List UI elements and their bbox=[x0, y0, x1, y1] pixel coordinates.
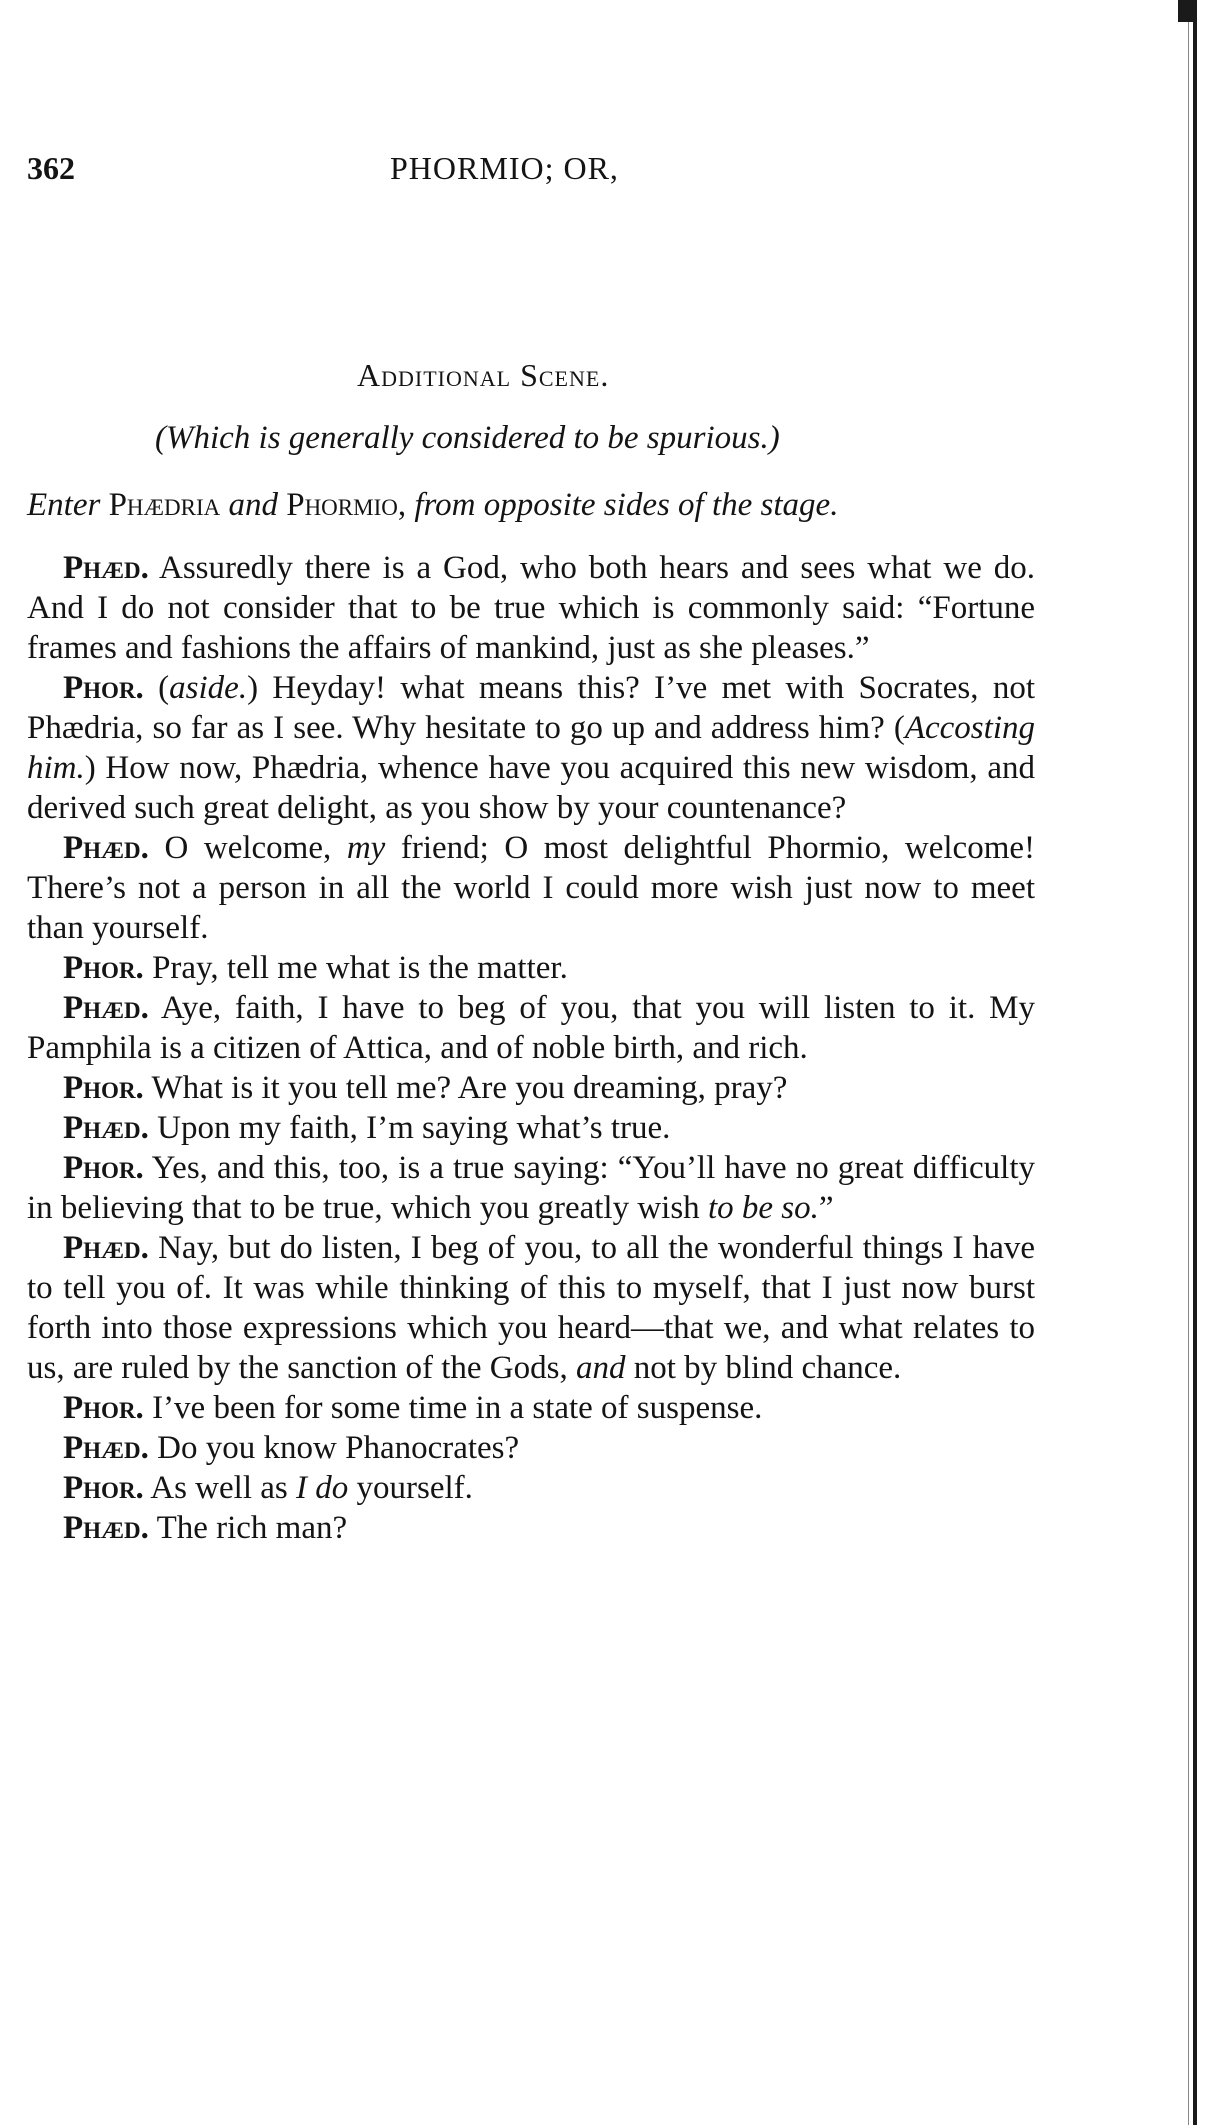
speech-text: O welcome, bbox=[148, 830, 347, 866]
speech-text: Pray, tell me what is the matter. bbox=[143, 950, 568, 986]
speaker-name: Phor. bbox=[63, 950, 144, 986]
binding-edge-line bbox=[1188, 0, 1189, 2125]
speech-3 bbox=[27, 828, 1035, 948]
speech-italic: my bbox=[346, 830, 386, 866]
speech-italic: I do bbox=[295, 1470, 349, 1506]
speaker-name: Phæd. bbox=[63, 1510, 149, 1546]
speech-12 bbox=[27, 1468, 1035, 1508]
speech-text: Assuredly there is a God, who both hears and sees what we do. And I do not consider that to be true which is commonly said: “Fortune frames and fashions the affairs of mankind, just as she pleases.” bbox=[27, 550, 1035, 666]
speaker-name: Phæd. bbox=[63, 1110, 149, 1146]
speech-italic: Accosting him. bbox=[27, 710, 1035, 786]
speech-6 bbox=[27, 1068, 1035, 1108]
stage-character-phaedria: Phædria bbox=[108, 487, 221, 523]
speech-italic: to be so. bbox=[707, 1190, 819, 1226]
stage-sides: from opposite sides of the stage. bbox=[414, 487, 839, 523]
speech-text: ( bbox=[143, 670, 170, 706]
speech-7 bbox=[27, 1108, 1035, 1148]
scene-title: Additional Scene. bbox=[357, 357, 610, 393]
speaker-name: Phor. bbox=[63, 1150, 144, 1186]
speech-10 bbox=[27, 1388, 1035, 1428]
speech-4 bbox=[27, 948, 1035, 988]
running-head bbox=[27, 150, 1027, 200]
stage-and: and bbox=[228, 487, 278, 523]
stage-direction bbox=[27, 487, 838, 524]
speech-text: I’ve been for some time in a state of suspense. bbox=[143, 1390, 763, 1426]
speech-text: What is it you tell me? Are you dreaming, pray? bbox=[143, 1070, 788, 1106]
speech-text: The rich man? bbox=[148, 1510, 348, 1546]
speech-text: Nay, but do listen, I beg of you, to all the wonderful things I have to tell you of. It was while thinking of this to myself, that I just now burst forth into those expressions which you heard—that we, and what relates to us, are ruled by the sanction of the Gods, bbox=[27, 1230, 1035, 1386]
speaker-name: Phæd. bbox=[63, 830, 149, 866]
speech-11 bbox=[27, 1428, 1035, 1468]
speech-text: ) Heyday! what means this? I’ve met with Socrates, not Phædria, so far as I see. Why hesitate to go up and address him? ( bbox=[27, 670, 1036, 746]
speaker-name: Phæd. bbox=[63, 1230, 149, 1266]
speech-8 bbox=[27, 1148, 1035, 1228]
speech-2 bbox=[27, 668, 1035, 828]
binding-edge bbox=[1193, 0, 1197, 2125]
dialogue bbox=[27, 548, 1035, 1548]
stage-character-phormio: Phormio, bbox=[286, 487, 407, 523]
speech-text: Do you know Phanocrates? bbox=[148, 1430, 520, 1466]
speech-text: ) How now, Phædria, whence have you acquired this new wisdom, and derived such great delight, as you show by your countenance? bbox=[27, 750, 1035, 826]
speech-text: Upon my faith, I’m saying what’s true. bbox=[148, 1110, 671, 1146]
speaker-name: Phor. bbox=[63, 1390, 144, 1426]
speaker-name: Phor. bbox=[63, 1070, 144, 1106]
speaker-name: Phæd. bbox=[63, 1430, 149, 1466]
scene-note: (Which is generally considered to be spurious.) bbox=[155, 420, 780, 456]
speech-1 bbox=[27, 548, 1035, 668]
speech-italic: aside. bbox=[169, 670, 248, 706]
speech-text: friend; O most delightful Phormio, welcome! There’s not a person in all the world I could more wish just now to meet than yourself. bbox=[27, 830, 1035, 946]
binding-edge-mark bbox=[1178, 0, 1196, 22]
speech-text: ” bbox=[818, 1190, 834, 1226]
speech-text: not by blind chance. bbox=[625, 1350, 902, 1386]
speaker-name: Phæd. bbox=[63, 550, 149, 586]
speech-9 bbox=[27, 1228, 1035, 1388]
speech-text: Aye, faith, I have to beg of you, that you will listen to it. My Pamphila is a citizen of Attica, and of noble birth, and rich. bbox=[27, 990, 1035, 1066]
speech-text: yourself. bbox=[348, 1470, 473, 1506]
page-number: 362 bbox=[27, 150, 75, 186]
speaker-name: Phor. bbox=[63, 1470, 144, 1506]
stage-enter: Enter bbox=[27, 487, 101, 523]
speech-text: Yes, and this, too, is a true saying: “You’ll have no great difficulty in believing that to be true, which you greatly wish bbox=[27, 1150, 1035, 1226]
speech-text: As well as bbox=[143, 1470, 296, 1506]
speech-italic: and bbox=[575, 1350, 626, 1386]
speech-5 bbox=[27, 988, 1035, 1068]
running-title: PHORMIO; OR, bbox=[390, 150, 619, 186]
speaker-name: Phæd. bbox=[63, 990, 149, 1026]
speech-13 bbox=[27, 1508, 1035, 1548]
speaker-name: Phor. bbox=[63, 670, 144, 706]
